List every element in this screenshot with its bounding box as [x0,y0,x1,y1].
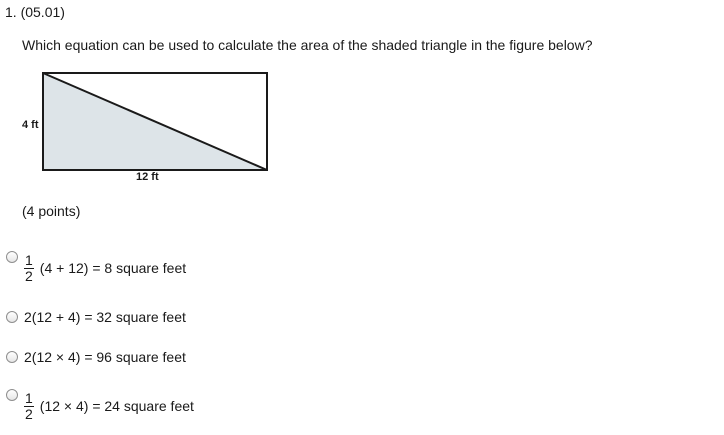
question-number: 1. (05.01) [5,4,65,20]
option-4-text: (12 × 4) = 24 square feet [39,398,194,414]
fraction-one-half [24,391,34,422]
fraction-numerator: 1 [25,389,33,406]
option-2-text: 2(12 + 4) = 32 square feet [24,309,186,325]
option-2-content [24,299,186,335]
fraction-denominator: 2 [25,267,33,284]
option-3-content [24,339,186,375]
radio-button-option-1[interactable] [6,251,18,263]
question-text: Which equation can be used to calculate the area of the shaded triangle in the figure below? [22,37,593,53]
option-1-text: (4 + 12) = 8 square feet [39,260,187,276]
fraction-numerator: 1 [25,251,33,268]
fraction-denominator: 2 [25,405,33,422]
option-4-content [24,388,194,424]
radio-button-option-2[interactable] [6,311,18,323]
option-1-content [24,250,186,286]
radio-button-option-4[interactable] [6,389,18,401]
width-label: 12 ft [136,171,159,183]
option-3-text: 2(12 × 4) = 96 square feet [24,349,186,365]
rectangle-figure [0,60,290,190]
fraction-one-half [24,253,34,284]
radio-button-option-3[interactable] [6,351,18,363]
height-label: 4 ft [22,119,39,131]
points-label: (4 points) [22,203,81,219]
